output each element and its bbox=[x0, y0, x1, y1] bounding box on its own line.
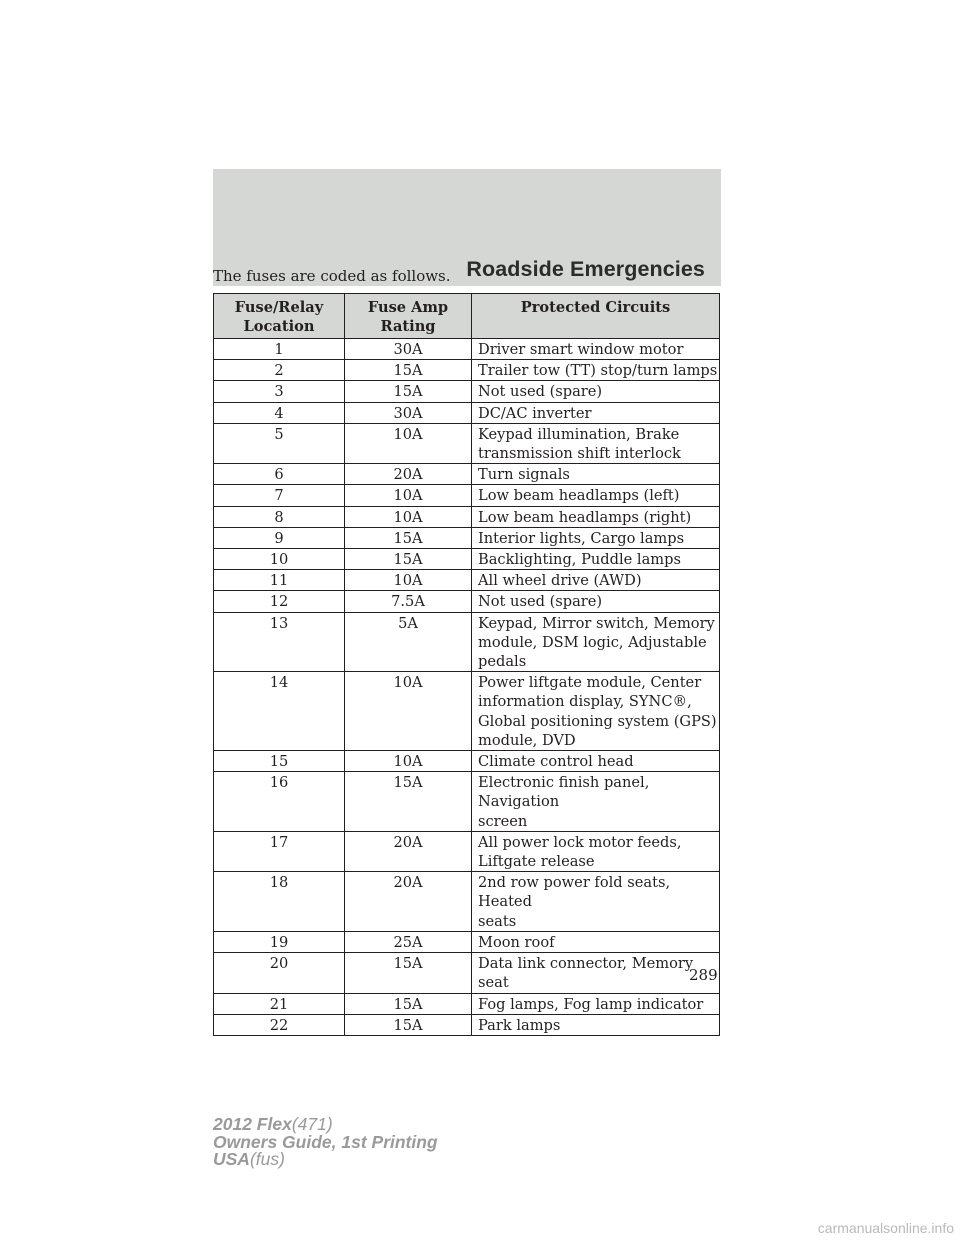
protected-circuits-cell bbox=[472, 591, 720, 612]
protected-circuits-cell bbox=[472, 464, 720, 485]
fuse-rating-cell: 20A bbox=[345, 872, 472, 932]
fuse-location-cell: 5 bbox=[214, 423, 345, 463]
protected-circuits-cell bbox=[472, 381, 720, 402]
protected-circuits-cell bbox=[472, 931, 720, 952]
header-location bbox=[214, 294, 345, 339]
fuse-rating-cell: 10A bbox=[345, 423, 472, 463]
circuit-line: Fog lamps, Fog lamp indicator bbox=[478, 995, 704, 1013]
table-row bbox=[214, 831, 720, 871]
footer-line-1 bbox=[213, 1116, 438, 1134]
table-row bbox=[214, 751, 720, 772]
table-row bbox=[214, 612, 720, 672]
table-row bbox=[214, 872, 720, 932]
table-row bbox=[214, 381, 720, 402]
circuit-line: pedals bbox=[478, 653, 527, 671]
table-row bbox=[214, 772, 720, 832]
protected-circuits-cell bbox=[472, 360, 720, 381]
circuit-line: 2nd row power fold seats, Heated bbox=[478, 874, 671, 911]
circuit-line: Power liftgate module, Center bbox=[478, 674, 702, 692]
fuse-rating-cell: 15A bbox=[345, 527, 472, 548]
circuit-line: Low beam headlamps (left) bbox=[478, 487, 680, 505]
fuse-rating-cell: 20A bbox=[345, 464, 472, 485]
fuse-rating-cell: 15A bbox=[345, 772, 472, 832]
protected-circuits-cell bbox=[472, 831, 720, 871]
table-row bbox=[214, 953, 720, 993]
footer-code: (471) bbox=[291, 1114, 333, 1134]
fuse-location-cell: 17 bbox=[214, 831, 345, 871]
table-row bbox=[214, 672, 720, 751]
header-rating-line1: Fuse Amp bbox=[367, 299, 449, 316]
circuit-line: Data link connector, Memory seat bbox=[478, 955, 694, 992]
circuit-line: Interior lights, Cargo lamps bbox=[478, 529, 685, 547]
circuit-line: Climate control head bbox=[478, 753, 634, 771]
header-circuits-label: Protected Circuits bbox=[520, 299, 671, 316]
circuit-line: Liftgate release bbox=[478, 853, 595, 871]
fuse-location-cell: 13 bbox=[214, 612, 345, 672]
circuit-line: Not used (spare) bbox=[478, 383, 603, 401]
print-footer bbox=[213, 1116, 438, 1169]
fuse-rating-cell: 30A bbox=[345, 339, 472, 360]
fuse-location-cell: 20 bbox=[214, 953, 345, 993]
fuse-rating-cell: 20A bbox=[345, 831, 472, 871]
protected-circuits-cell bbox=[472, 953, 720, 993]
circuit-line: Backlighting, Puddle lamps bbox=[478, 551, 681, 569]
fuse-location-cell: 2 bbox=[214, 360, 345, 381]
fuse-rating-cell: 15A bbox=[345, 953, 472, 993]
circuit-line: Not used (spare) bbox=[478, 593, 603, 611]
protected-circuits-cell bbox=[472, 339, 720, 360]
table-row bbox=[214, 549, 720, 570]
table-row bbox=[214, 591, 720, 612]
fuse-location-cell: 8 bbox=[214, 506, 345, 527]
table-row bbox=[214, 402, 720, 423]
circuit-line: module, DSM logic, Adjustable bbox=[478, 633, 707, 651]
circuit-line: Trailer tow (TT) stop/turn lamps bbox=[478, 362, 718, 380]
circuit-line: Global positioning system (GPS) bbox=[478, 712, 717, 730]
fuse-table bbox=[213, 293, 720, 1036]
table-row bbox=[214, 360, 720, 381]
fuse-rating-cell: 10A bbox=[345, 485, 472, 506]
circuit-line: Keypad, Mirror switch, Memory bbox=[478, 614, 715, 632]
protected-circuits-cell bbox=[472, 612, 720, 672]
fuse-rating-cell: 10A bbox=[345, 506, 472, 527]
fuse-location-cell: 4 bbox=[214, 402, 345, 423]
page-number: 289 bbox=[689, 966, 718, 984]
table-row bbox=[214, 527, 720, 548]
watermark: carmanualsonline.info bbox=[817, 1220, 954, 1236]
protected-circuits-cell bbox=[472, 1014, 720, 1035]
fuse-location-cell: 6 bbox=[214, 464, 345, 485]
circuit-line: seats bbox=[478, 912, 517, 930]
table-row bbox=[214, 506, 720, 527]
protected-circuits-cell bbox=[472, 527, 720, 548]
fuse-location-cell: 15 bbox=[214, 751, 345, 772]
fuse-rating-cell: 25A bbox=[345, 931, 472, 952]
footer-model: 2012 Flex bbox=[213, 1114, 292, 1134]
protected-circuits-cell bbox=[472, 402, 720, 423]
table-row bbox=[214, 485, 720, 506]
fuse-rating-cell: 15A bbox=[345, 1014, 472, 1035]
circuit-line: Moon roof bbox=[478, 933, 555, 951]
circuit-line: Keypad illumination, Brake bbox=[478, 425, 680, 443]
circuit-line: module, DVD bbox=[478, 731, 576, 749]
fuse-location-cell: 7 bbox=[214, 485, 345, 506]
circuit-line: All wheel drive (AWD) bbox=[478, 572, 642, 590]
fuse-rating-cell: 30A bbox=[345, 402, 472, 423]
footer-line-3 bbox=[213, 1151, 438, 1169]
fuse-rating-cell: 7.5A bbox=[345, 591, 472, 612]
fuse-location-cell: 22 bbox=[214, 1014, 345, 1035]
header-circuits bbox=[472, 294, 720, 339]
table-body bbox=[214, 339, 720, 1036]
fuse-rating-cell: 5A bbox=[345, 612, 472, 672]
circuit-line: information display, SYNC®, bbox=[478, 693, 692, 711]
fuse-location-cell: 21 bbox=[214, 993, 345, 1014]
fuse-rating-cell: 10A bbox=[345, 672, 472, 751]
intro-text: The fuses are coded as follows. bbox=[213, 267, 451, 285]
table-row bbox=[214, 464, 720, 485]
table-row bbox=[214, 931, 720, 952]
circuit-line: Turn signals bbox=[478, 466, 570, 484]
header-location-line2: Location bbox=[243, 318, 315, 335]
circuit-line: DC/AC inverter bbox=[478, 404, 592, 422]
protected-circuits-cell bbox=[472, 672, 720, 751]
fuse-location-cell: 16 bbox=[214, 772, 345, 832]
protected-circuits-cell bbox=[472, 549, 720, 570]
protected-circuits-cell bbox=[472, 423, 720, 463]
protected-circuits-cell bbox=[472, 751, 720, 772]
header-location-line1: Fuse/Relay bbox=[234, 299, 324, 316]
circuit-line: transmission shift interlock bbox=[478, 445, 681, 463]
table-row bbox=[214, 1014, 720, 1035]
header-rating bbox=[345, 294, 472, 339]
section-title: Roadside Emergencies bbox=[466, 257, 705, 281]
fuse-rating-cell: 15A bbox=[345, 381, 472, 402]
fuse-location-cell: 9 bbox=[214, 527, 345, 548]
fuse-location-cell: 3 bbox=[214, 381, 345, 402]
protected-circuits-cell bbox=[472, 993, 720, 1014]
circuit-line: All power lock motor feeds, bbox=[478, 833, 682, 851]
circuit-line: Low beam headlamps (right) bbox=[478, 508, 692, 526]
table-row bbox=[214, 570, 720, 591]
table-row bbox=[214, 339, 720, 360]
protected-circuits-cell bbox=[472, 570, 720, 591]
fuse-location-cell: 14 bbox=[214, 672, 345, 751]
fuse-location-cell: 18 bbox=[214, 872, 345, 932]
protected-circuits-cell bbox=[472, 485, 720, 506]
circuit-line: Driver smart window motor bbox=[478, 341, 684, 358]
table-row bbox=[214, 993, 720, 1014]
protected-circuits-cell bbox=[472, 506, 720, 527]
table-row bbox=[214, 423, 720, 463]
header-rating-line2: Rating bbox=[380, 318, 436, 335]
footer-market: USA bbox=[213, 1149, 250, 1169]
fuse-rating-cell: 10A bbox=[345, 751, 472, 772]
protected-circuits-cell bbox=[472, 772, 720, 832]
fuse-rating-cell: 10A bbox=[345, 570, 472, 591]
fuse-rating-cell: 15A bbox=[345, 549, 472, 570]
protected-circuits-cell bbox=[472, 872, 720, 932]
fuse-location-cell: 11 bbox=[214, 570, 345, 591]
fuse-location-cell: 19 bbox=[214, 931, 345, 952]
table-header-row bbox=[214, 294, 720, 339]
fuse-rating-cell: 15A bbox=[345, 360, 472, 381]
footer-market-code: (fus) bbox=[249, 1149, 285, 1169]
circuit-line: Park lamps bbox=[478, 1016, 561, 1034]
fuse-location-cell: 1 bbox=[214, 339, 345, 360]
circuit-line: Electronic finish panel, Navigation bbox=[478, 774, 650, 811]
fuse-location-cell: 10 bbox=[214, 549, 345, 570]
circuit-line: screen bbox=[478, 812, 528, 830]
fuse-location-cell: 12 bbox=[214, 591, 345, 612]
fuse-rating-cell: 15A bbox=[345, 993, 472, 1014]
footer-edition: Owners Guide, 1st Printing bbox=[213, 1131, 438, 1152]
